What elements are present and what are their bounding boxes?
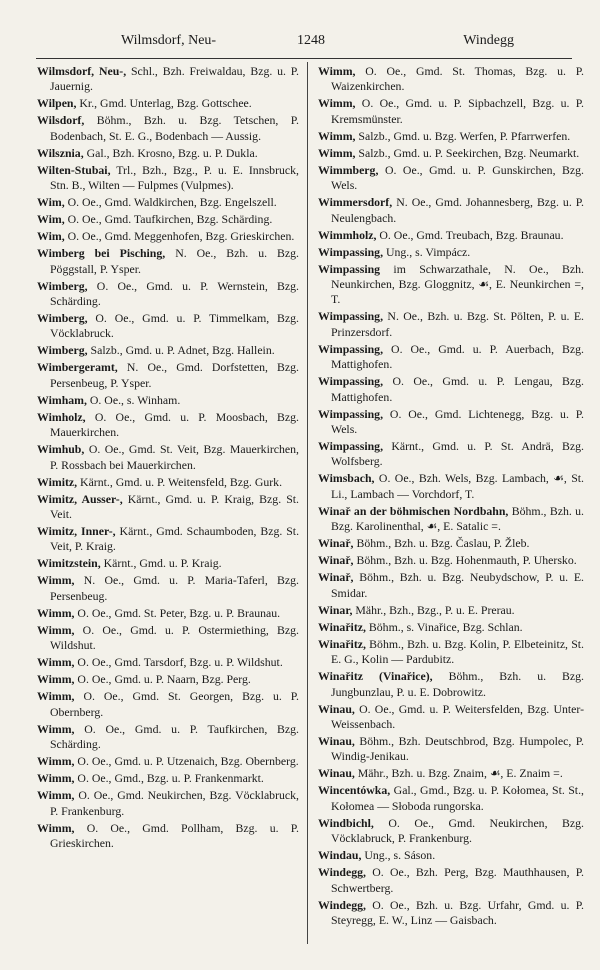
gazetteer-entry: [318, 553, 584, 568]
entry-name: Winař,: [318, 570, 354, 585]
entry-text: O. Oe., Gmd., Bzg. u. P. Frankenmarkt.: [77, 771, 264, 786]
header-last-entry: Windegg: [463, 33, 514, 48]
gazetteer-entry: [37, 311, 299, 342]
gazetteer-entry: [318, 536, 584, 551]
gazetteer-entry: [318, 734, 584, 765]
entry-text: Böhm., Bzh. u. Bzg. Kolin, P. Elbeteinitz, St. E. G., Kolin — Pardubitz.: [331, 636, 584, 667]
gazetteer-entry: [37, 146, 299, 161]
entry-name: Wimm,: [318, 145, 356, 160]
gazetteer-entry: [318, 262, 584, 308]
gazetteer-entry: [318, 439, 584, 470]
entry-name: Wimitz, Inner-,: [37, 524, 116, 539]
entry-name: Wimbergeramt,: [37, 360, 118, 375]
entry-name: Wimberg,: [37, 311, 88, 326]
entry-name: Wimhub,: [37, 442, 85, 457]
entry-name: Wimm,: [37, 721, 75, 736]
gazetteer-entry: [318, 146, 584, 161]
entry-name: Wimholz,: [37, 409, 86, 424]
entry-name: Wimm,: [318, 64, 356, 78]
entry-name: Wimpassing,: [318, 341, 384, 356]
gazetteer-entry: [318, 163, 584, 194]
entry-name: Wimitz, Ausser-,: [37, 491, 123, 506]
entry-text: Böhm., s. Vinařice, Bzg. Schlan.: [368, 619, 523, 634]
entry-text: O. Oe., Gmd. Neukirchen, Bzg. Vöcklabruck, P. Frankenburg.: [50, 788, 299, 818]
entry-name: Winau,: [318, 766, 355, 781]
gazetteer-entry: [37, 771, 299, 786]
gazetteer-entry: [37, 343, 299, 358]
entry-name: Wimmholz,: [318, 227, 377, 242]
header-first-entry: Wilmsdorf, Neu-: [121, 33, 217, 48]
entry-name: Wilmsdorf, Neu-,: [37, 64, 127, 78]
gazetteer-entry: [318, 898, 584, 929]
entry-name: Windau,: [318, 848, 362, 863]
gazetteer-entry: [37, 475, 299, 490]
entry-name: Wimpassing,: [318, 309, 384, 324]
entry-text: Böhm., Bzh. u. Bzg. Tetschen, P. Bodenbach, St. E. G., Bodenbach — Aussig.: [50, 113, 299, 143]
entry-text: O. Oe., Gmd. u. P. Moosbach, Bzg. Mauerkirchen.: [50, 409, 299, 440]
entry-text: O. Oe., Gmd. Pollham, Bzg. u. P. Grieskirchen.: [50, 820, 300, 850]
entry-text: O. Oe., Gmd. u. P. Wernstein, Bzg. Schärding.: [50, 278, 299, 309]
gazetteer-entry: [318, 504, 584, 535]
entry-text: Böhm., Bzh. Deutschbrod, Bzg. Humpolec, P. Windig-Jenikau.: [331, 733, 584, 764]
entry-name: Wilsdorf,: [37, 113, 85, 128]
entry-name: Wimm,: [37, 605, 75, 620]
header-rule: [36, 58, 572, 59]
entry-name: Wim,: [37, 229, 65, 244]
entry-name: Wimm,: [37, 771, 75, 786]
entry-text: Ung., s. Vimpácz.: [385, 244, 471, 259]
gazetteer-entry: [318, 865, 584, 896]
entry-text: Ung., s. Sáson.: [364, 848, 436, 863]
entry-name: Wimm,: [318, 128, 356, 143]
entry-name: Windegg,: [318, 865, 366, 880]
entry-text: N. Oe., Bzh. u. Bzg. St. Pölten, P. u. E. Prinzersdorf.: [331, 309, 584, 339]
entry-text: O. Oe., Gmd. u. P. Weitersfelden, Bzg. Unter-Weissenbach.: [331, 701, 584, 731]
gazetteer-entry: [37, 606, 299, 621]
gazetteer-entry: [37, 195, 299, 210]
entry-name: Wimpassing,: [318, 244, 384, 259]
entry-text: N. Oe., Gmd. u. P. Maria-Taferl, Bzg. Persenbeug.: [50, 573, 299, 603]
gazetteer-entry: [318, 195, 584, 226]
entry-name: Wimsbach,: [318, 471, 375, 486]
gazetteer-entry: [37, 96, 299, 111]
gazetteer-entry: [318, 637, 584, 668]
entry-text: Mähr., Bzh., Bzg., P. u. E. Prerau.: [355, 602, 515, 617]
entry-text: O. Oe., Gmd. u. P. Naarn, Bzg. Perg.: [77, 672, 251, 687]
gazetteer-entry: [318, 245, 584, 260]
entry-text: O. Oe., Gmd. u. P. Auerbach, Bzg. Mattighofen.: [331, 341, 585, 372]
entry-text: O. Oe., Gmd. St. Thomas, Bzg. u. P. Waizenkirchen.: [331, 64, 584, 94]
gazetteer-entry: [318, 309, 584, 340]
entry-name: Wimm,: [37, 573, 75, 588]
entry-name: Wincentówka,: [318, 783, 391, 798]
gazetteer-entry: [37, 573, 299, 604]
entry-name: Winařitz,: [318, 636, 366, 651]
entry-name: Wimm,: [37, 689, 75, 704]
gazetteer-entry: [318, 620, 584, 635]
entry-text: Böhm., Bzh. u. Bzg. Časlau, P. Žleb.: [356, 536, 530, 551]
entry-name: Winař,: [318, 553, 354, 568]
entry-text: O. Oe., Gmd. St. Peter, Bzg. u. P. Braunau.: [77, 605, 281, 620]
entry-text: Kärnt., Gmd. Schaumboden, Bzg. St. Veit, P. Kraig.: [50, 524, 300, 554]
gazetteer-entry: [318, 669, 584, 700]
entry-name: Wim,: [37, 212, 65, 227]
gazetteer-entry: [318, 783, 584, 814]
entry-text: N. Oe., Gmd. Dorfstetten, Bzg. Persenbeug, P. Ysper.: [50, 360, 300, 390]
entry-text: O. Oe., Gmd. Taufkirchen, Bzg. Schärding.: [67, 212, 273, 227]
entry-name: Wimmberg,: [318, 162, 379, 177]
gazetteer-entry: [37, 64, 299, 95]
entry-text: O. Oe., Gmd. u. P. Sipbachzell, Bzg. u. P. Kremsmünster.: [331, 96, 585, 126]
entry-name: Wimpassing,: [318, 406, 384, 421]
entry-text: Böhm., Bzh. u. Bzg. Jungbunzlau, P. u. E. Dobrowitz.: [331, 669, 585, 699]
gazetteer-entry: [37, 279, 299, 310]
gazetteer-entry: [318, 471, 584, 502]
gazetteer-entry: [318, 603, 584, 618]
entry-name: Wimberg,: [37, 343, 88, 358]
entry-text: O. Oe., Gmd. Neukirchen, Bzg. Vöcklabruck, P. Frankenburg.: [331, 815, 584, 846]
entry-text: Gal., Bzh. Krosno, Bzg. u. P. Dukla.: [86, 145, 258, 160]
entry-name: Winau,: [318, 733, 355, 748]
entry-name: Winau,: [318, 701, 355, 716]
entry-text: Mähr., Bzh. u. Bzg. Znaim, ☙, E. Znaim =.: [357, 766, 563, 781]
entry-text: O. Oe., Gmd. St. Veit, Bzg. Mauerkirchen, P. Rossbach bei Mauerkirchen.: [50, 442, 300, 472]
gazetteer-entry: [318, 129, 584, 144]
entry-text: N. Oe., Gmd. Johannesberg, Bzg. u. P. Neulengbach.: [331, 195, 585, 225]
gazetteer-entry: [37, 442, 299, 473]
entry-name: Wimm,: [37, 655, 75, 670]
entry-text: Salzb., Gmd. u. Bzg. Werfen, P. Pfarrwerfen.: [358, 128, 571, 143]
entry-name: Winařitz,: [318, 619, 366, 634]
entry-name: Wimm,: [37, 820, 75, 835]
entry-name: Wimm,: [37, 672, 75, 687]
gazetteer-entry: [37, 754, 299, 769]
entry-text: O. Oe., Gmd. Waldkirchen, Bzg. Engelszell.: [67, 195, 277, 210]
page-header: [36, 33, 572, 55]
entry-name: Wimpassing: [318, 261, 381, 276]
entry-text: Kärnt., Gmd. u. P. Weitensfeld, Bzg. Gurk.: [80, 474, 283, 489]
entry-name: Wimpassing,: [318, 374, 384, 389]
entry-text: Kärnt., Gmd. u. P. Kraig, Bzg. St. Veit.: [50, 491, 299, 522]
entry-text: O. Oe., Bzh. u. Bzg. Urfahr, Gmd. u. P. Steyregg, E. W., Linz — Gaisbach.: [331, 897, 584, 927]
entry-name: Wimm,: [318, 96, 356, 111]
entry-text: O. Oe., Gmd. u. P. Ostermiething, Bzg. Wildshut.: [50, 622, 299, 653]
gazetteer-entry: [37, 524, 299, 555]
gazetteer-entry: [37, 410, 299, 441]
gazetteer-entry: [318, 374, 584, 405]
entry-text: Salzb., Gmd. u. P. Seekirchen, Bzg. Neumarkt.: [358, 145, 580, 160]
entry-text: O. Oe., Bzh. Wels, Bzg. Lambach, ☙, St. Li., Lambach — Vorchdorf, T.: [331, 471, 584, 501]
page-number: 1248: [297, 33, 325, 48]
gazetteer-entry: [37, 788, 299, 819]
entry-text: O. Oe., Gmd. Lichtenegg, Bzg. u. P. Wels.: [331, 406, 585, 437]
entry-name: Wimm,: [37, 788, 75, 803]
entry-text: O. Oe., Bzh. Perg, Bzg. Mauthhausen, P. Schwertberg.: [331, 865, 584, 895]
left-column: [37, 64, 299, 853]
gazetteer-entry: [37, 821, 299, 852]
entry-name: Wimmersdorf,: [318, 195, 393, 210]
entry-text: O. Oe., Gmd. St. Georgen, Bzg. u. P. Obernberg.: [50, 689, 299, 719]
gazetteer-entry: [37, 163, 299, 194]
gazetteer-entry: [37, 212, 299, 227]
entry-text: N. Oe., Bzh. u. Bzg. Pöggstall, P. Ysper.: [50, 246, 299, 276]
entry-name: Winar,: [318, 602, 353, 617]
entry-text: Kr., Gmd. Unterlag, Bzg. Gottschee.: [79, 96, 252, 111]
entry-name: Wim,: [37, 195, 65, 210]
entry-text: O. Oe., Gmd. u. P. Gunskirchen, Bzg. Wels.: [331, 162, 584, 193]
entry-name: Wimpassing,: [318, 439, 384, 454]
entry-name: Wilsznia,: [37, 145, 84, 160]
gazetteer-entry: [37, 360, 299, 391]
column-divider: [307, 62, 308, 944]
gazetteer-entry: [318, 342, 584, 373]
entry-text: Salzb., Gmd. u. P. Adnet, Bzg. Hallein.: [90, 343, 275, 358]
entry-name: Wimitzstein,: [37, 556, 101, 571]
gazetteer-entry: [37, 229, 299, 244]
entry-name: Wimm,: [37, 754, 75, 769]
entry-name: Wilpen,: [37, 96, 77, 111]
gazetteer-entry: [37, 492, 299, 523]
entry-text: O. Oe., Gmd. u. P. Utzenaich, Bzg. Obernberg.: [77, 754, 299, 769]
gazetteer-entry: [318, 848, 584, 863]
gazetteer-entry: [318, 228, 584, 243]
entry-text: O. Oe., s. Winham.: [89, 392, 181, 407]
entry-text: O. Oe., Gmd. u. P. Timmelkam, Bzg. Vöcklabruck.: [50, 311, 299, 341]
right-column: [318, 64, 584, 930]
entry-text: Schl., Bzh. Freiwaldau, Bzg. u. P. Jauernig.: [50, 64, 299, 94]
gazetteer-entry: [37, 556, 299, 571]
entry-name: Wilten-Stubai,: [37, 162, 111, 177]
entry-text: Kärnt., Gmd. u. P. St. Andrä, Bzg. Wolfsberg.: [331, 439, 584, 469]
gazetteer-entry: [318, 407, 584, 438]
gazetteer-entry: [318, 570, 584, 601]
entry-name: Winařitz (Vinařice),: [318, 669, 433, 684]
entry-name: Winař an der böhmischen Nordbahn,: [318, 503, 509, 518]
gazetteer-entry: [318, 64, 584, 95]
entry-name: Wimitz,: [37, 474, 78, 489]
entry-name: Wimham,: [37, 392, 87, 407]
entry-text: O. Oe., Gmd. Meggenhofen, Bzg. Grieskirchen.: [67, 229, 295, 244]
entry-text: O. Oe., Gmd. u. P. Lengau, Bzg. Mattighofen.: [331, 374, 585, 404]
entry-name: Wimberg bei Pisching,: [37, 246, 166, 261]
entry-name: Wimm,: [37, 622, 75, 637]
entry-text: Trl., Bzh., Bzg., P. u. E. Innsbruck, Stn. B., Wilten — Fulpmes (Vulpmes).: [50, 162, 299, 193]
gazetteer-entry: [318, 96, 584, 127]
entry-text: Böhm., Bzh. u. Bzg. Neubydschow, P. u. E. Smidar.: [331, 570, 584, 600]
gazetteer-entry: [37, 672, 299, 687]
entry-text: O. Oe., Gmd. Treubach, Bzg. Braunau.: [379, 227, 564, 242]
entry-text: O. Oe., Gmd. u. P. Taufkirchen, Bzg. Schärding.: [50, 721, 299, 752]
entry-name: Winař,: [318, 536, 354, 551]
gazetteer-entry: [37, 393, 299, 408]
entry-name: Wimberg,: [37, 278, 88, 293]
entry-text: O. Oe., Gmd. Tarsdorf, Bzg. u. P. Wildshut.: [77, 655, 283, 670]
gazetteer-entry: [318, 702, 584, 733]
gazetteer-entry: [37, 113, 299, 144]
entry-name: Windbichl,: [318, 815, 374, 830]
gazetteer-entry: [37, 246, 299, 277]
gazetteer-entry: [37, 623, 299, 654]
entry-text: Kärnt., Gmd. u. P. Kraig.: [103, 556, 222, 571]
gazetteer-entry: [318, 766, 584, 781]
gazetteer-entry: [37, 722, 299, 753]
gazetteer-entry: [37, 655, 299, 670]
gazetteer-entry: [37, 689, 299, 720]
entry-text: Gal., Gmd., Bzg. u. P. Kołomea, St. St., Kołomea — Słoboda rungorska.: [331, 783, 584, 813]
entry-name: Windegg,: [318, 897, 366, 912]
entry-text: Böhm., Bzh. u. Bzg. Karolinenthal, ☙, E. Satalic =.: [331, 503, 585, 534]
entry-text: Böhm., Bzh. u. Bzg. Hohenmauth, P. Uhersko.: [356, 553, 577, 568]
entry-text: im Schwarzathale, N. Oe., Bzh. Neunkirchen, Bzg. Gloggnitz, ☙, E. Neunkirchen =, T.: [331, 261, 584, 307]
gazetteer-entry: [318, 816, 584, 847]
